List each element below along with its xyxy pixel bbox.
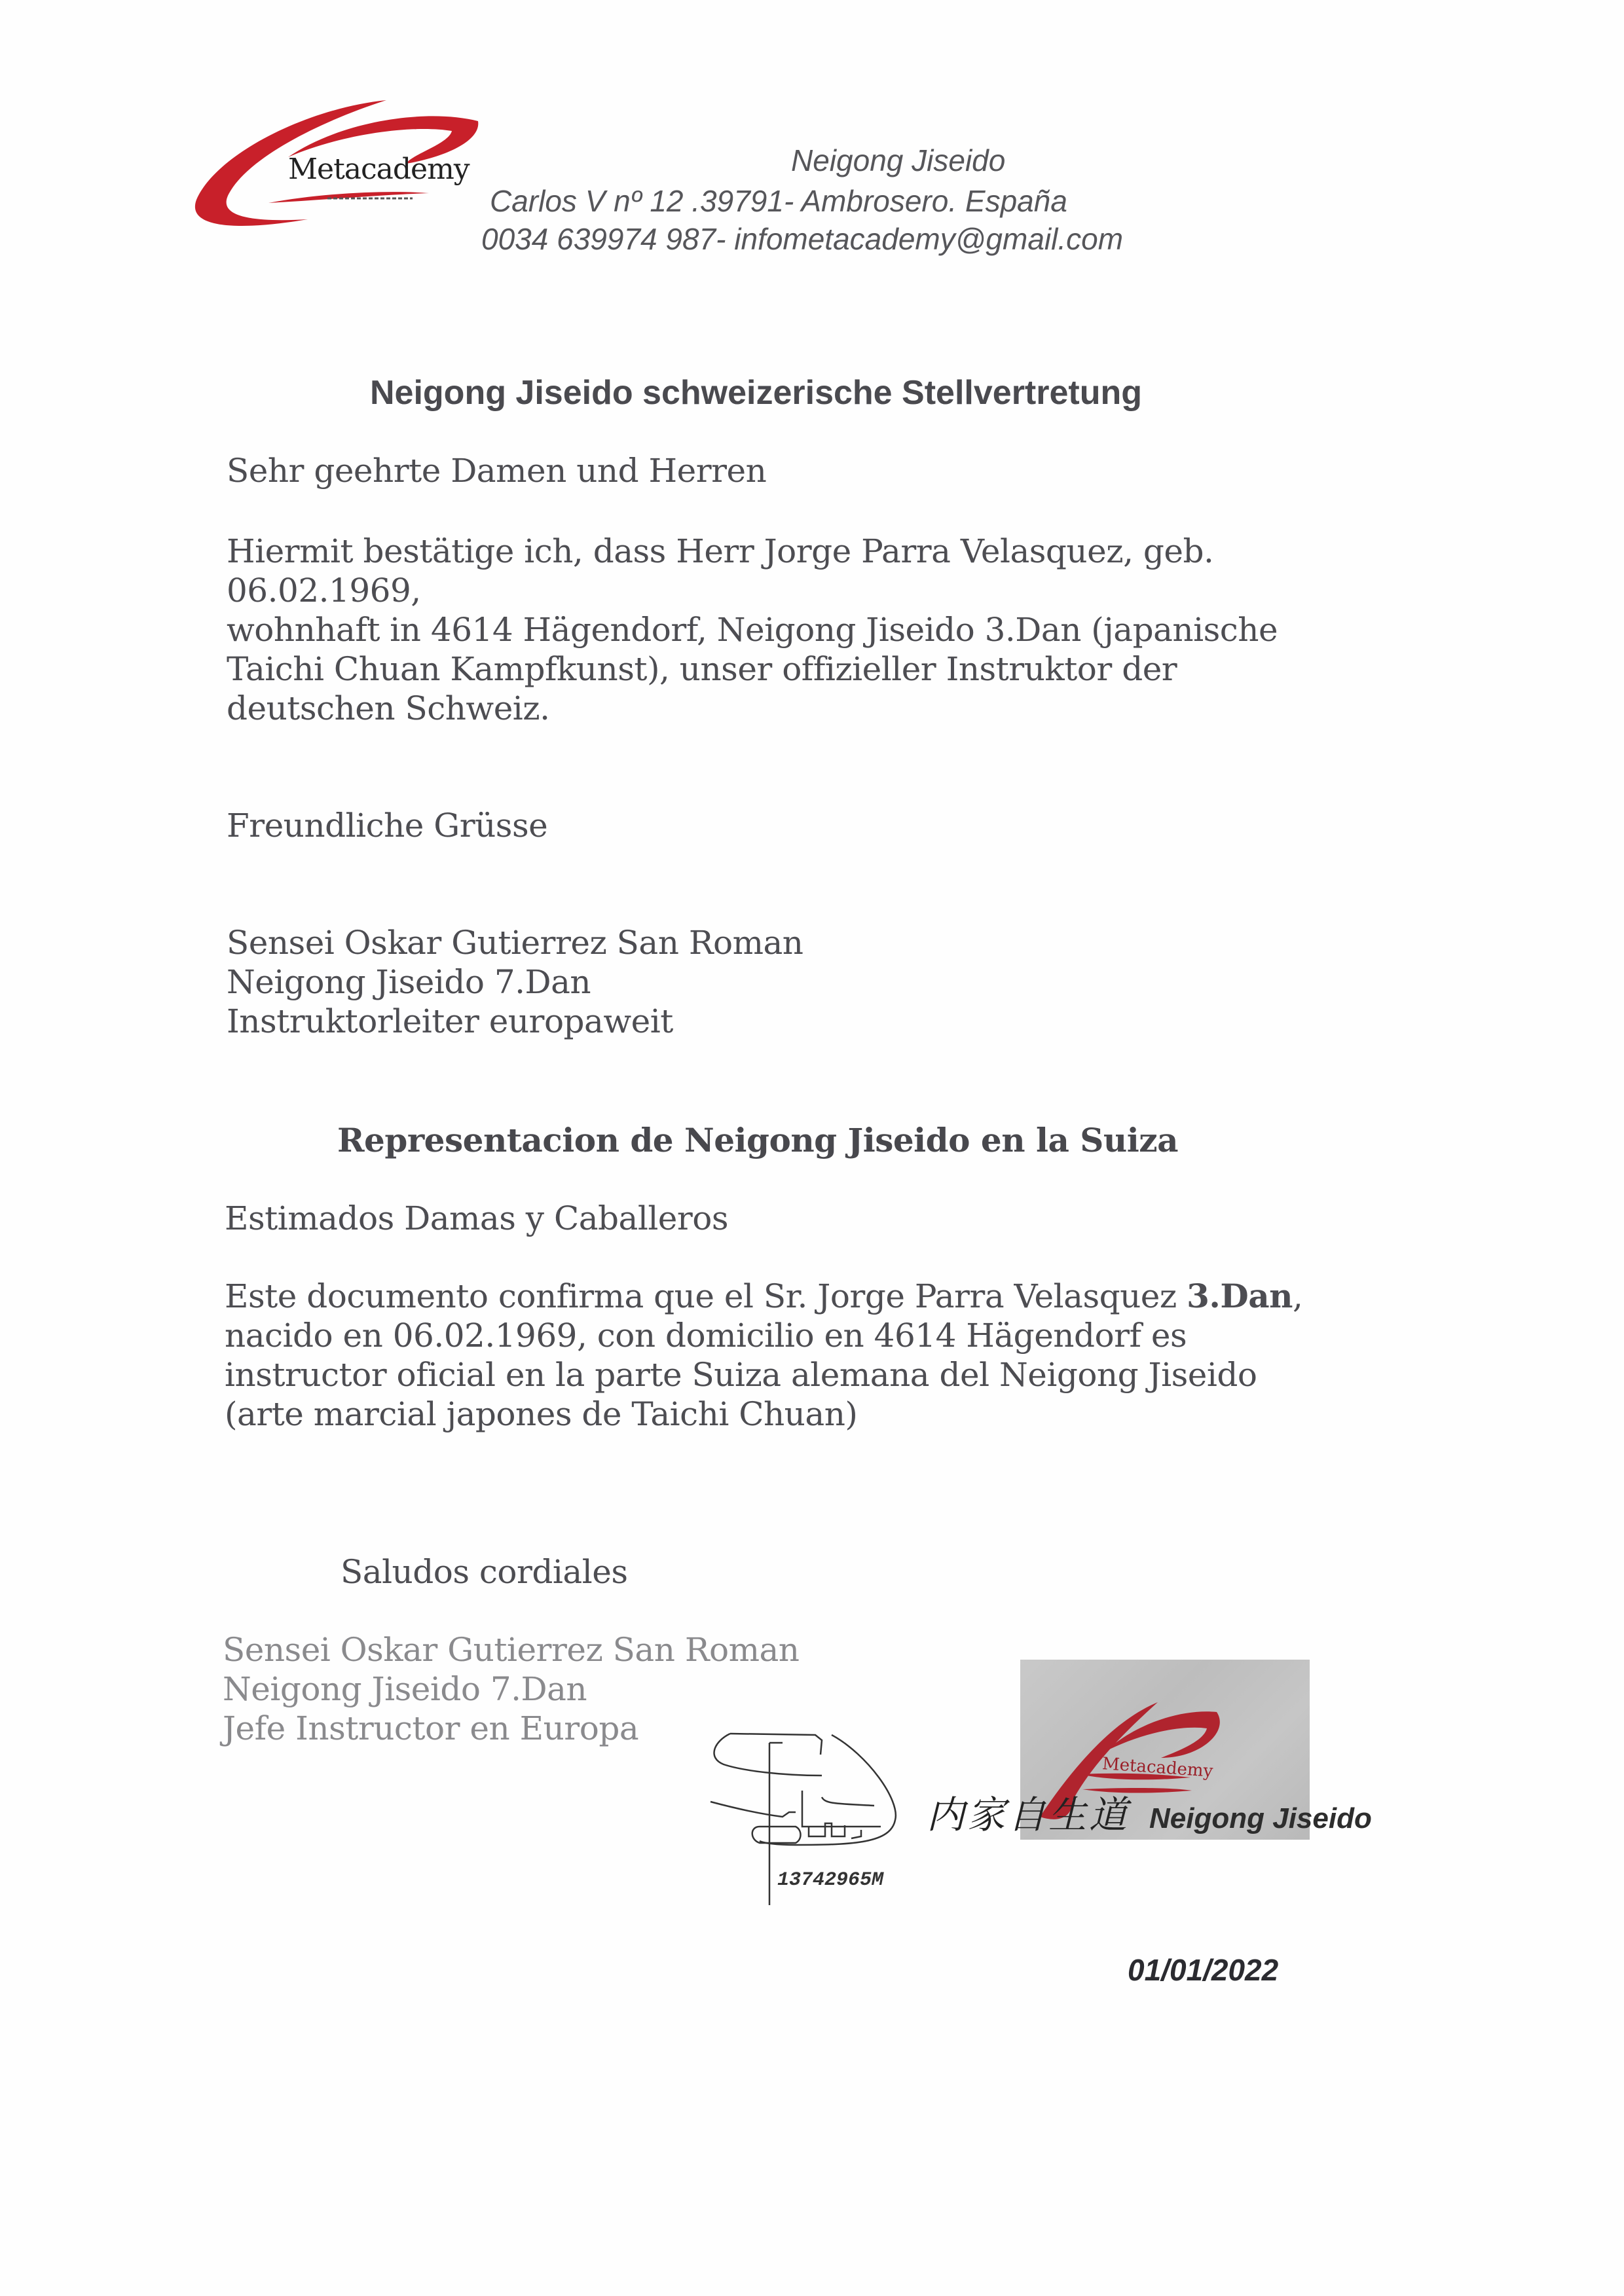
signer-name: Sensei Oskar Gutierrez San Roman [223, 1631, 800, 1669]
letterhead-contact: 0034 639974 987- infometacademy@gmail.com [481, 222, 1124, 256]
german-body-line: deutschen Schweiz. [227, 689, 550, 727]
german-body-line: Taichi Chuan Kampfkunst), unser offizieller Instruktor der [227, 650, 1177, 688]
signer-title: Instruktorleiter europaweit [227, 1002, 673, 1040]
german-signature-block [227, 923, 803, 1041]
stamp-name: Neigong Jiseido [1149, 1802, 1372, 1834]
stamp-cjk-text: 内家自生道 [927, 1793, 1130, 1837]
german-title: Neigong Jiseido schweizerische Stellvertretung [370, 374, 1143, 412]
signer-rank: Neigong Jiseido 7.Dan [223, 1670, 587, 1708]
signer-title: Jefe Instructor en Europa [223, 1709, 639, 1747]
spanish-body-text: Este documento confirma que el Sr. Jorge Parra Velasquez [225, 1277, 1187, 1315]
spanish-body-text: , [1292, 1277, 1303, 1315]
spanish-body-line: instructor oficial en la parte Suiza alemana del Neigong Jiseido [225, 1356, 1257, 1394]
stamp-logo-text: Metacademy [1101, 1754, 1214, 1781]
stamp-caption [927, 1784, 1372, 1839]
logo-text: Metacademy [288, 153, 470, 186]
letterhead-address: Carlos V nº 12 .39791- Ambrosero. España [490, 184, 1067, 218]
german-body [227, 532, 1278, 728]
spanish-title: Representacion de Neigong Jiseido en la Suiza [337, 1121, 1178, 1159]
spanish-body [225, 1277, 1302, 1434]
german-salutation: Sehr geehrte Damen und Herren [227, 452, 767, 490]
german-body-line: Hiermit bestätige ich, dass Herr Jorge Parra Velasquez, geb. [227, 532, 1214, 570]
german-body-line: 06.02.1969, [227, 572, 421, 610]
signature-id-number: 13742965M [777, 1869, 884, 1891]
german-body-line: wohnhaft in 4614 Hägendorf, Neigong Jiseido 3.Dan (japanische [227, 611, 1278, 649]
spanish-closing: Saludos cordiales [341, 1553, 628, 1591]
handwritten-signature [704, 1728, 900, 1905]
spanish-salutation: Estimados Damas y Caballeros [225, 1199, 729, 1237]
spanish-body-line [225, 1277, 1302, 1316]
signer-name: Sensei Oskar Gutierrez San Roman [227, 924, 803, 962]
signer-rank: Neigong Jiseido 7.Dan [227, 963, 591, 1001]
spanish-body-line: (arte marcial japones de Taichi Chuan) [225, 1395, 858, 1433]
german-closing: Freundliche Grüsse [227, 807, 548, 845]
document-date: 01/01/2022 [1128, 1953, 1279, 1987]
metacademy-logo [190, 95, 481, 236]
spanish-body-line: nacido en 06.02.1969, con domicilio en 4614 Hägendorf es [225, 1317, 1187, 1355]
dan-rank: 3.Dan [1187, 1277, 1293, 1315]
letterhead-org-name: Neigong Jiseido [791, 143, 1006, 177]
